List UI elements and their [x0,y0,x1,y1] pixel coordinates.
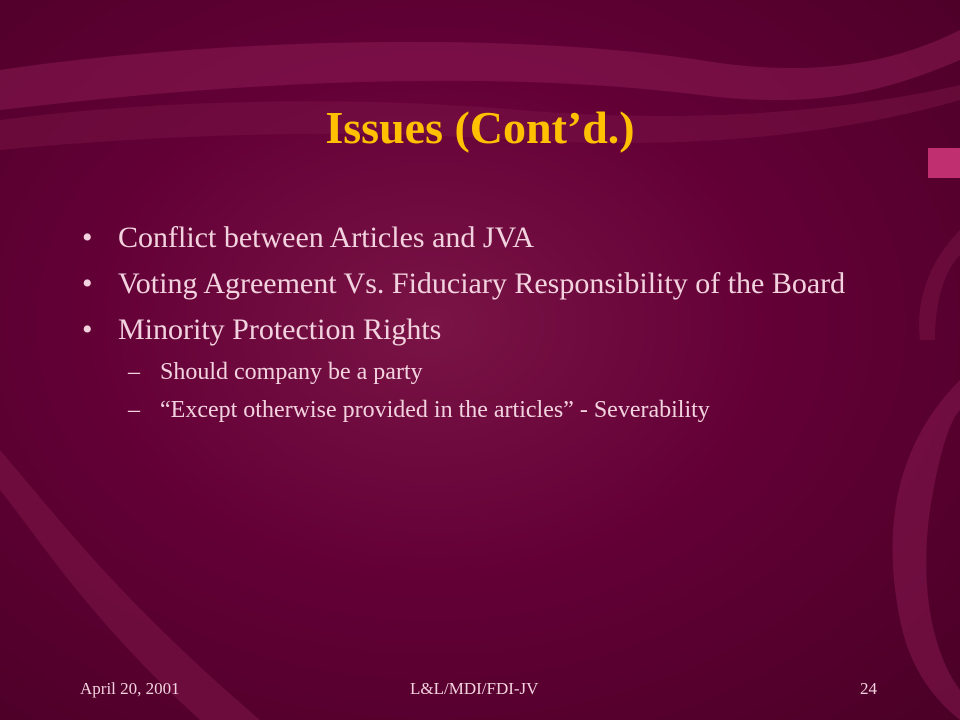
sub-bullet-marker: – [128,359,140,385]
sub-bullet-item [78,358,874,386]
footer-date: April 20, 2001 [80,679,180,698]
bullet-item [78,312,874,348]
slide-title: Issues (Cont’d.) [325,102,635,153]
sub-bullet-text: Should company be a party [160,359,423,385]
bullet-marker: • [82,267,93,300]
bullet-text: Voting Agreement Vs. Fiduciary Responsibility of the Board [118,267,846,300]
bullet-text: Conflict between Articles and JVA [118,221,535,254]
sub-bullet-marker: – [128,397,140,423]
footer-code: L&L/MDI/FDI-JV [410,679,539,698]
slide-body [78,220,874,434]
sub-bullet-item [78,396,874,424]
bullet-marker: • [82,221,93,254]
bullet-item [78,266,874,302]
sub-bullet-text: “Except otherwise provided in the articles” - Severability [160,397,710,423]
footer-page-number: 24 [860,679,877,698]
bullet-text: Minority Protection Rights [118,313,442,346]
bullet-item [78,220,874,256]
bullet-marker: • [82,313,93,346]
